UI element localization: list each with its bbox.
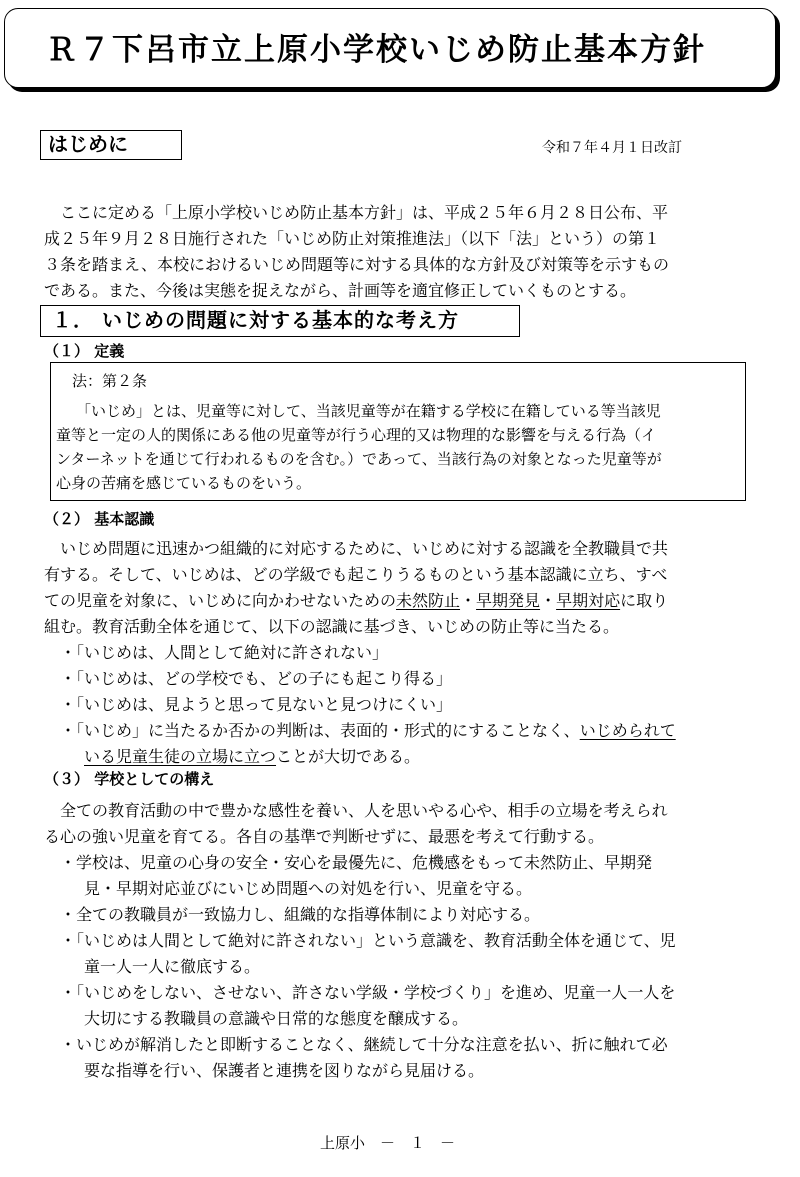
recognition-bullet: ・「いじめは、見ようと思って見ないと見つけにくい」 bbox=[60, 695, 453, 714]
recognition-line: 有する。そして、いじめは、どの学級でも起こりうるものという基本認識に立ち、すべ bbox=[44, 565, 668, 584]
underlined-term: 早期発見 bbox=[476, 591, 541, 610]
section1-heading: １． いじめの問題に対する基本的な考え方 bbox=[52, 308, 459, 332]
definition-line: 「いじめ」とは、児童等に対して、当該児童等が在籍する学校に在籍している等当該児 bbox=[76, 402, 661, 420]
revision-date: 令和７年４月１日改訂 bbox=[542, 140, 682, 156]
recognition-line: 組む。教育活動全体を通じて、以下の認識に基づき、いじめの防止等に当たる。 bbox=[44, 617, 620, 636]
school-line: 全ての教育活動の中で豊かな感性を養い、人を思いやる心や、相手の立場を考えられ bbox=[44, 801, 668, 820]
intro-line: 成２５年９月２８日施行された「いじめ防止対策推進法」（以下「法」という）の第１ bbox=[44, 229, 661, 248]
school-line: る心の強い児童を育てる。各自の基準で判断せずに、最悪を考えて行動する。 bbox=[44, 827, 605, 846]
definition-line: 法：第２条 bbox=[72, 372, 148, 390]
recognition-bullet: ・「いじめは、どの学校でも、どの子にも起こり得る」 bbox=[60, 669, 453, 688]
recognition-bullet: ・「いじめは、人間として絶対に許されない」 bbox=[60, 643, 389, 662]
school-bullet-continued: 大切にする教職員の意識や日常的な態度を醸成する。 bbox=[84, 1009, 469, 1028]
underlined-term: 未然防止 bbox=[396, 591, 461, 610]
intro-line: ３条を踏まえ、本校におけるいじめ問題等に対する具体的な方針及び対策等を示すもの bbox=[44, 255, 669, 274]
definition-heading: （１） 定義 bbox=[44, 342, 125, 360]
recognition-bullet bbox=[60, 718, 676, 744]
school-heading: （３） 学校としての構え bbox=[44, 770, 215, 788]
separator: ・ bbox=[540, 591, 557, 610]
school-bullet: ・「いじめは人間として絶対に許されない」という意識を、教育活動全体を通じて、児 bbox=[60, 931, 676, 950]
recognition-bullet-continued bbox=[84, 744, 420, 770]
school-bullet: ・全ての教職員が一致協力し、組織的な指導体制により対応する。 bbox=[60, 905, 541, 924]
recognition-line: いじめ問題に迅速かつ組織的に対応するために、いじめに対する認識を全教職員で共 bbox=[44, 539, 669, 558]
intro-line: ここに定める「上原小学校いじめ防止基本方針」は、平成２５年６月２８日公布、平 bbox=[44, 203, 669, 222]
intro-line: である。また、今後は実態を捉えながら、計画等を適宜修正していくものとする。 bbox=[44, 281, 637, 300]
underlined-term: 早期対応 bbox=[556, 591, 621, 610]
school-bullet: ・学校は、児童の心身の安全・安心を最優先に、危機感をもって未然防止、早期発 bbox=[60, 853, 653, 872]
school-bullet-continued: 童一人一人に徹底する。 bbox=[84, 957, 261, 976]
definition-line: 童等と一定の人的関係にある他の児童等が行う心理的又は物理的な影響を与える行為（イ bbox=[56, 426, 657, 444]
definition-line: 心身の苦痛を感じているものをいう。 bbox=[56, 474, 312, 492]
recognition-heading: （２） 基本認識 bbox=[44, 510, 155, 528]
intro-heading: はじめに bbox=[48, 132, 128, 156]
school-bullet-continued: 見・早期対応並びにいじめ問題への対処を行い、児童を守る。 bbox=[84, 879, 533, 898]
recognition-line bbox=[44, 588, 668, 614]
recognition-text: ことが大切である。 bbox=[276, 747, 421, 766]
recognition-text: ・「いじめ」に当たるか否かの判断は、表面的・形式的にすることなく、 bbox=[60, 721, 580, 740]
recognition-text: に取り bbox=[620, 591, 669, 610]
school-bullet: ・いじめが解消したと即断することなく、継続して十分な注意を払い、折に触れて必 bbox=[60, 1035, 668, 1054]
definition-line: ンターネットを通じて行われるものを含む。）であって、当該行為の対象となった児童等が bbox=[56, 450, 662, 468]
underlined-phrase: いる児童生徒の立場に立つ bbox=[84, 747, 277, 766]
school-bullet-continued: 要な指導を行い、保護者と連携を図りながら見届ける。 bbox=[84, 1061, 485, 1080]
page-number: 上原小 － １ － bbox=[320, 1134, 456, 1152]
school-bullet: ・「いじめをしない、させない、許さない学級・学校づくり」を進め、児童一人一人を bbox=[60, 983, 676, 1002]
recognition-text: ての児童を対象に、いじめに向かわせないための bbox=[44, 591, 397, 610]
underlined-phrase: いじめられて bbox=[579, 721, 676, 740]
separator: ・ bbox=[460, 591, 477, 610]
document-title: Ｒ７下呂市立上原小学校いじめ防止基本方針 bbox=[46, 32, 706, 68]
